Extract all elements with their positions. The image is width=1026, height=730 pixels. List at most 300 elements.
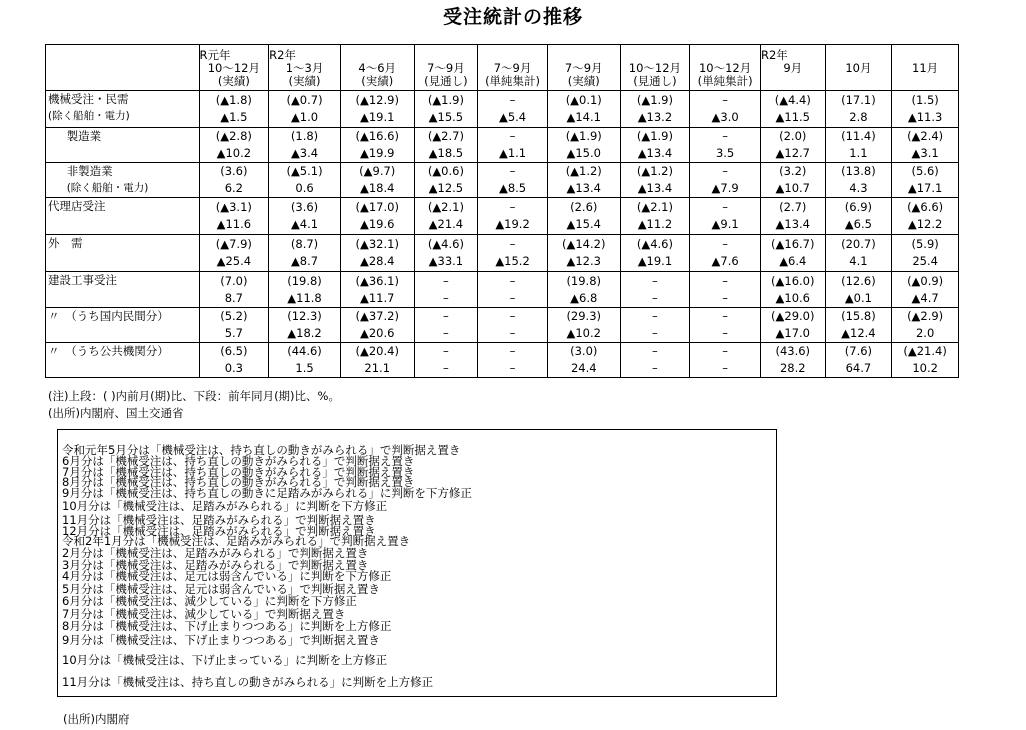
- column-header-bot: (単純集計): [485, 74, 541, 88]
- month-over-month-value: (▲1.9): [565, 129, 602, 143]
- year-over-year-value: ▲15.2: [495, 254, 530, 268]
- month-over-month-value: (3.0): [570, 344, 598, 358]
- month-over-month-value: –: [509, 129, 516, 143]
- month-over-month-value: (11.4): [841, 129, 876, 143]
- month-over-month-value: (▲20.4): [355, 344, 399, 358]
- row-label-line: 機械受注・民需: [48, 92, 129, 106]
- column-header-bot: (見通し): [633, 74, 677, 88]
- judgment-line: 2月分は「機械受注は、足踏みがみられる」で判断据え置き: [62, 546, 369, 560]
- value-cell: [547, 343, 620, 378]
- year-over-year-value: ▲9.1: [711, 217, 739, 231]
- year-over-year-value: ▲11.5: [775, 110, 810, 124]
- judgment-line: 9月分は「機械受注は、下げ止まりつつある」で判断据え置き: [62, 633, 380, 647]
- month-over-month-value: (1.8): [290, 129, 319, 143]
- month-over-month-value: (▲32.1): [355, 237, 399, 251]
- value-cell: [478, 308, 548, 343]
- column-header-mid: 10～12月: [628, 61, 682, 75]
- column-header-mid: 10～12月: [698, 61, 752, 75]
- column-header-bot: (実績): [567, 74, 600, 88]
- month-over-month-value: –: [722, 129, 728, 143]
- value-cell: [825, 308, 892, 343]
- value-cell: [892, 128, 959, 163]
- month-over-month-value: (6.5): [220, 344, 248, 358]
- table-row: [46, 272, 959, 308]
- value-cell: [269, 235, 341, 272]
- year-over-year-value: ▲10.2: [216, 146, 252, 160]
- year-over-year-value: –: [722, 290, 728, 305]
- year-over-year-value: ▲15.5: [428, 110, 464, 124]
- value-cell: [690, 163, 761, 198]
- year-over-year-value: ▲11.2: [637, 217, 673, 231]
- year-over-year-value: –: [722, 361, 728, 375]
- value-cell: [199, 308, 269, 343]
- value-cell: [199, 235, 269, 272]
- row-label: [65, 128, 199, 163]
- orders-statistics-table: [45, 44, 959, 378]
- value-cell: [690, 235, 761, 272]
- column-header-mid: 9月: [783, 61, 803, 75]
- table-header-row: [46, 45, 959, 91]
- month-over-month-value: (▲17.0): [355, 200, 399, 214]
- year-over-year-value: 0.3: [224, 361, 243, 375]
- value-cell: [760, 308, 825, 343]
- row-label: [46, 198, 200, 235]
- column-header-bot: [761, 75, 825, 88]
- row-label-line: 非製造業: [66, 164, 113, 178]
- value-cell: [478, 235, 548, 272]
- month-over-month-value: (▲0.6): [427, 164, 464, 178]
- month-over-month-value: (▲12.9): [355, 93, 399, 107]
- month-over-month-value: –: [509, 273, 516, 288]
- year-over-year-value: 10.2: [912, 361, 938, 375]
- year-over-year-value: 24.4: [570, 361, 597, 375]
- year-over-year-value: 21.1: [364, 361, 391, 375]
- year-over-year-value: 4.1: [849, 254, 868, 268]
- year-over-year-value: ▲15.4: [566, 217, 601, 231]
- column-header-mid: 1～3月: [285, 61, 324, 75]
- judgment-line: 8月分は「機械受注は、下げ止まりつつある」に判断を上方修正: [62, 619, 392, 633]
- value-cell: [825, 198, 892, 235]
- table-row: [46, 198, 959, 235]
- value-cell: [478, 343, 548, 378]
- column-header-mid: 7～9月: [564, 61, 603, 75]
- month-over-month-value: (▲1.9): [427, 93, 464, 107]
- month-over-month-value: (3.6): [290, 200, 319, 214]
- value-cell: [340, 272, 414, 308]
- year-over-year-value: ▲4.7: [911, 290, 939, 305]
- year-over-year-value: ▲10.7: [775, 181, 810, 195]
- year-over-year-value: ▲11.7: [360, 290, 395, 305]
- judgment-line: 10月分は「機械受注は、足踏みがみられる」に判断を下方修正: [62, 499, 388, 513]
- year-over-year-value: ▲18.2: [287, 326, 322, 340]
- year-over-year-value: ▲6.4: [779, 254, 807, 268]
- year-over-year-value: ▲19.6: [360, 217, 395, 231]
- value-cell: [269, 91, 341, 128]
- column-header-bot: (実績): [217, 74, 250, 88]
- row-label: [46, 91, 200, 128]
- year-over-year-value: 2.0: [915, 326, 935, 340]
- month-over-month-value: (3.2): [779, 164, 807, 178]
- value-cell: [199, 198, 269, 235]
- month-over-month-value: –: [443, 309, 449, 323]
- judgment-line: 令和2年1月分は「機械受注は、足踏みがみられる」で判断据え置き: [62, 534, 411, 548]
- row-label: [46, 308, 200, 343]
- row-label-line: (除く船舶・電力): [66, 182, 149, 194]
- value-cell: [199, 272, 269, 308]
- month-over-month-value: (▲29.0): [771, 309, 815, 323]
- month-over-month-value: (7.6): [844, 344, 873, 358]
- month-over-month-value: (2.7): [779, 200, 807, 214]
- value-cell: [620, 308, 690, 343]
- month-over-month-value: (▲0.9): [907, 273, 944, 288]
- year-over-year-value: ▲19.2: [495, 217, 530, 231]
- column-header-mid: 4～6月: [358, 61, 397, 75]
- value-cell: [892, 343, 959, 378]
- month-over-month-value: (12.3): [287, 309, 322, 323]
- year-over-year-value: ▲8.5: [498, 181, 527, 195]
- year-over-year-value: ▲33.1: [428, 254, 464, 268]
- year-over-year-value: 4.3: [849, 181, 868, 195]
- month-over-month-value: –: [652, 309, 658, 323]
- value-cell: [340, 198, 414, 235]
- value-cell: [620, 128, 690, 163]
- year-over-year-value: –: [443, 290, 449, 305]
- month-over-month-value: (▲16.7): [771, 237, 815, 251]
- row-label-line: 外 需: [48, 236, 83, 250]
- table-row: [46, 91, 959, 128]
- value-cell: [690, 198, 761, 235]
- judgment-line: 7月分は「機械受注は、減少している」で判断据え置き: [62, 607, 346, 621]
- value-cell: [478, 128, 548, 163]
- column-header: [690, 45, 761, 91]
- month-over-month-value: (7.0): [220, 273, 248, 288]
- value-cell: [547, 235, 620, 272]
- month-over-month-value: (▲21.4): [903, 344, 947, 358]
- column-header: [414, 45, 478, 91]
- year-over-year-value: ▲18.4: [360, 181, 395, 195]
- year-over-year-value: ▲12.2: [907, 217, 943, 231]
- month-over-month-value: (15.8): [841, 309, 876, 323]
- value-cell: [825, 91, 892, 128]
- year-over-year-value: ▲13.4: [775, 217, 810, 231]
- year-over-year-value: ▲15.0: [566, 146, 601, 160]
- value-cell: [414, 308, 478, 343]
- column-header-bot: (実績): [288, 74, 321, 88]
- year-over-year-value: ▲21.4: [428, 217, 464, 231]
- value-cell: [620, 163, 690, 198]
- row-label-line: 建設工事受注: [48, 273, 117, 287]
- column-header-bot: (実績): [361, 74, 394, 88]
- value-cell: [414, 163, 478, 198]
- year-over-year-value: –: [652, 326, 658, 340]
- column-header-mid: 7～9月: [427, 61, 465, 75]
- indent-spacer: [46, 163, 65, 198]
- year-over-year-value: 28.2: [779, 361, 806, 375]
- value-cell: [690, 308, 761, 343]
- month-over-month-value: (▲2.8): [215, 129, 252, 143]
- value-cell: [825, 235, 892, 272]
- year-over-year-value: ▲7.6: [711, 254, 739, 268]
- value-cell: [547, 272, 620, 308]
- month-over-month-value: (▲37.2): [355, 309, 399, 323]
- year-over-year-value: ▲11.6: [216, 217, 252, 231]
- month-over-month-value: –: [509, 164, 516, 178]
- month-over-month-value: –: [722, 164, 728, 178]
- month-over-month-value: (▲2.9): [907, 309, 944, 323]
- value-cell: [414, 91, 478, 128]
- column-header: [199, 45, 269, 91]
- value-cell: [478, 272, 548, 308]
- month-over-month-value: (29.3): [566, 309, 602, 323]
- row-label-line: 代理店受注: [48, 199, 106, 213]
- month-over-month-value: (5.6): [911, 164, 939, 178]
- year-over-year-value: ▲6.8: [570, 290, 598, 305]
- judgment-line: 10月分は「機械受注は、下げ止まっている」に判断を上方修正: [62, 653, 388, 667]
- row-label-line: (除く船舶・電力): [48, 110, 130, 122]
- value-cell: [269, 308, 341, 343]
- value-cell: [892, 163, 959, 198]
- month-over-month-value: (20.7): [841, 237, 876, 251]
- column-header-mid: 11月: [912, 61, 939, 75]
- value-cell: [478, 91, 548, 128]
- year-over-year-value: ▲12.7: [775, 146, 810, 160]
- month-over-month-value: (3.6): [220, 164, 248, 178]
- column-header-mid: 10～12月: [207, 61, 260, 75]
- month-over-month-value: (5.9): [911, 237, 939, 251]
- value-cell: [414, 272, 478, 308]
- month-over-month-value: (8.7): [290, 237, 319, 251]
- month-over-month-value: –: [722, 200, 728, 214]
- year-over-year-value: ▲19.1: [360, 110, 395, 124]
- value-cell: [269, 163, 341, 198]
- row-label-line: 〃 （うち公共機関分）: [48, 344, 169, 358]
- month-over-month-value: –: [722, 344, 728, 358]
- judgment-line: 令和元年5月分は「機械受注は、持ち直しの動きがみられる」で判断据え置き: [62, 443, 461, 457]
- table-note: (注)上段：( )内前月(期)比、下段：前年同月(期)比、%。: [48, 389, 340, 403]
- judgment-line: 3月分は「機械受注は、足踏みがみられる」で判断据え置き: [62, 558, 369, 572]
- month-over-month-value: (43.6): [775, 344, 811, 358]
- month-over-month-value: (▲2.1): [636, 200, 673, 214]
- year-over-year-value: ▲8.7: [290, 254, 319, 268]
- month-over-month-value: (2.6): [570, 200, 598, 214]
- year-over-year-value: –: [509, 290, 516, 305]
- year-over-year-value: 5.7: [224, 326, 243, 340]
- value-cell: [199, 343, 269, 378]
- year-over-year-value: –: [652, 290, 658, 305]
- judgment-line: 7月分は「機械受注は、持ち直しの動きがみられる」で判断据え置き: [62, 465, 415, 479]
- column-header: [340, 45, 414, 91]
- value-cell: [199, 128, 269, 163]
- month-over-month-value: (▲4.6): [636, 237, 673, 251]
- judgment-line: 5月分は「機械受注は、足元は弱含んでいる」で判断据え置き: [62, 582, 380, 596]
- value-cell: [760, 343, 825, 378]
- month-over-month-value: (▲2.4): [907, 129, 944, 143]
- value-cell: [199, 163, 269, 198]
- month-over-month-value: –: [652, 344, 658, 358]
- year-over-year-value: 8.7: [224, 290, 243, 305]
- month-over-month-value: (2.0): [779, 129, 807, 143]
- row-label-line: 製造業: [66, 129, 102, 143]
- month-over-month-value: –: [509, 93, 516, 107]
- value-cell: [690, 343, 761, 378]
- month-over-month-value: (17.1): [841, 93, 876, 107]
- column-header: [269, 45, 341, 91]
- column-header-bot: (単純集計): [697, 74, 753, 88]
- value-cell: [690, 272, 761, 308]
- year-over-year-value: ▲11.3: [907, 110, 943, 124]
- value-cell: [414, 128, 478, 163]
- month-over-month-value: (▲1.2): [565, 164, 602, 178]
- month-over-month-value: (▲1.9): [636, 93, 673, 107]
- year-over-year-value: ▲18.5: [428, 146, 464, 160]
- row-label: [46, 343, 200, 378]
- month-over-month-value: –: [509, 344, 516, 358]
- column-header: [825, 45, 892, 91]
- value-cell: [478, 163, 548, 198]
- month-over-month-value: (19.8): [287, 273, 322, 288]
- value-cell: [760, 128, 825, 163]
- value-cell: [760, 91, 825, 128]
- month-over-month-value: –: [652, 273, 658, 288]
- value-cell: [760, 198, 825, 235]
- value-cell: [269, 272, 341, 308]
- row-label: [46, 235, 200, 272]
- column-header-bot: [892, 75, 958, 88]
- year-over-year-value: ▲13.4: [637, 181, 673, 195]
- year-over-year-value: 1.1: [849, 146, 868, 160]
- row-label-line: 〃 （うち国内民間分）: [48, 309, 169, 323]
- table-row: [46, 343, 959, 378]
- year-over-year-value: ▲20.6: [360, 326, 395, 340]
- year-over-year-value: ▲17.0: [775, 326, 810, 340]
- value-cell: [690, 91, 761, 128]
- column-header: [892, 45, 959, 91]
- header-corner: [46, 45, 200, 91]
- value-cell: [760, 272, 825, 308]
- year-over-year-value: –: [443, 361, 449, 375]
- column-header-top: R2年: [760, 48, 788, 62]
- year-over-year-value: –: [722, 326, 728, 340]
- value-cell: [825, 163, 892, 198]
- year-over-year-value: ▲10.2: [566, 326, 601, 340]
- footer-source: (出所)内閣府: [63, 712, 130, 726]
- column-header: [547, 45, 620, 91]
- table-row: [46, 163, 959, 198]
- value-cell: [620, 198, 690, 235]
- judgment-line: 9月分は「機械受注は、持ち直しの動きに足踏みがみられる」に判断を下方修正: [62, 486, 472, 500]
- month-over-month-value: (▲16.6): [355, 129, 399, 143]
- month-over-month-value: (▲4.6): [427, 237, 464, 251]
- table-source: (出所)内閣府、国土交通省: [48, 406, 184, 420]
- month-over-month-value: (▲36.1): [355, 273, 399, 288]
- year-over-year-value: 6.2: [224, 181, 243, 195]
- value-cell: [620, 272, 690, 308]
- year-over-year-value: ▲3.4: [290, 146, 319, 160]
- year-over-year-value: ▲28.4: [360, 254, 395, 268]
- month-over-month-value: (▲1.9): [636, 129, 673, 143]
- month-over-month-value: (▲3.1): [215, 200, 252, 214]
- table-row: [46, 308, 959, 343]
- table-row: [46, 235, 959, 272]
- year-over-year-value: ▲19.9: [360, 146, 395, 160]
- month-over-month-value: (▲5.1): [286, 164, 323, 178]
- judgment-line: 6月分は「機械受注は、減少している」に判断を下方修正: [62, 594, 357, 608]
- year-over-year-value: ▲3.0: [711, 110, 739, 124]
- value-cell: [269, 128, 341, 163]
- month-over-month-value: (▲1.2): [636, 164, 673, 178]
- value-cell: [340, 91, 414, 128]
- value-cell: [414, 198, 478, 235]
- year-over-year-value: ▲13.4: [566, 181, 601, 195]
- column-header: [478, 45, 548, 91]
- month-over-month-value: (▲6.6): [907, 200, 944, 214]
- year-over-year-value: ▲6.5: [844, 217, 872, 231]
- value-cell: [547, 198, 620, 235]
- row-label: [65, 163, 199, 198]
- column-header: [760, 45, 825, 91]
- judgment-line: 4月分は「機械受注は、足元は弱含んでいる」に判断を下方修正: [62, 569, 392, 583]
- month-over-month-value: (▲2.1): [427, 200, 464, 214]
- value-cell: [340, 128, 414, 163]
- value-cell: [760, 163, 825, 198]
- year-over-year-value: 2.8: [849, 110, 868, 124]
- month-over-month-value: (▲14.2): [562, 237, 606, 251]
- column-header: [620, 45, 690, 91]
- year-over-year-value: –: [509, 361, 516, 375]
- table-row: [46, 128, 959, 163]
- value-cell: [620, 343, 690, 378]
- page-title: 受注統計の推移: [442, 6, 583, 28]
- year-over-year-value: ▲11.8: [287, 290, 322, 305]
- value-cell: [269, 343, 341, 378]
- year-over-year-value: ▲7.9: [711, 181, 739, 195]
- month-over-month-value: –: [722, 273, 728, 288]
- value-cell: [620, 91, 690, 128]
- judgment-line: 11月分は「機械受注は、持ち直しの動きがみられる」に判断を上方修正: [62, 675, 434, 689]
- value-cell: [478, 198, 548, 235]
- year-over-year-value: ▲1.1: [498, 146, 527, 160]
- value-cell: [825, 128, 892, 163]
- month-over-month-value: (5.2): [220, 309, 248, 323]
- year-over-year-value: 25.4: [912, 254, 938, 268]
- value-cell: [199, 91, 269, 128]
- month-over-month-value: (12.6): [841, 273, 876, 288]
- column-header-bot: (見通し): [424, 74, 468, 88]
- year-over-year-value: 1.5: [295, 361, 314, 375]
- year-over-year-value: ▲10.6: [775, 290, 810, 305]
- value-cell: [269, 198, 341, 235]
- value-cell: [892, 91, 959, 128]
- judgment-line: 6月分は「機械受注は、持ち直しの動きがみられる」で判断据え置き: [62, 454, 415, 468]
- value-cell: [414, 235, 478, 272]
- year-over-year-value: ▲0.1: [844, 290, 872, 305]
- value-cell: [760, 235, 825, 272]
- value-cell: [340, 163, 414, 198]
- month-over-month-value: (44.6): [287, 344, 322, 358]
- column-header-bot: [826, 75, 892, 88]
- month-over-month-value: (▲7.9): [215, 237, 252, 251]
- month-over-month-value: (▲1.8): [215, 93, 252, 107]
- year-over-year-value: –: [443, 326, 449, 340]
- value-cell: [892, 235, 959, 272]
- month-over-month-value: (▲2.7): [427, 129, 464, 143]
- month-over-month-value: –: [722, 309, 728, 323]
- year-over-year-value: ▲4.1: [290, 217, 319, 231]
- year-over-year-value: ▲13.4: [637, 146, 673, 160]
- month-over-month-value: –: [509, 309, 516, 323]
- value-cell: [892, 308, 959, 343]
- month-over-month-value: (▲0.7): [286, 93, 323, 107]
